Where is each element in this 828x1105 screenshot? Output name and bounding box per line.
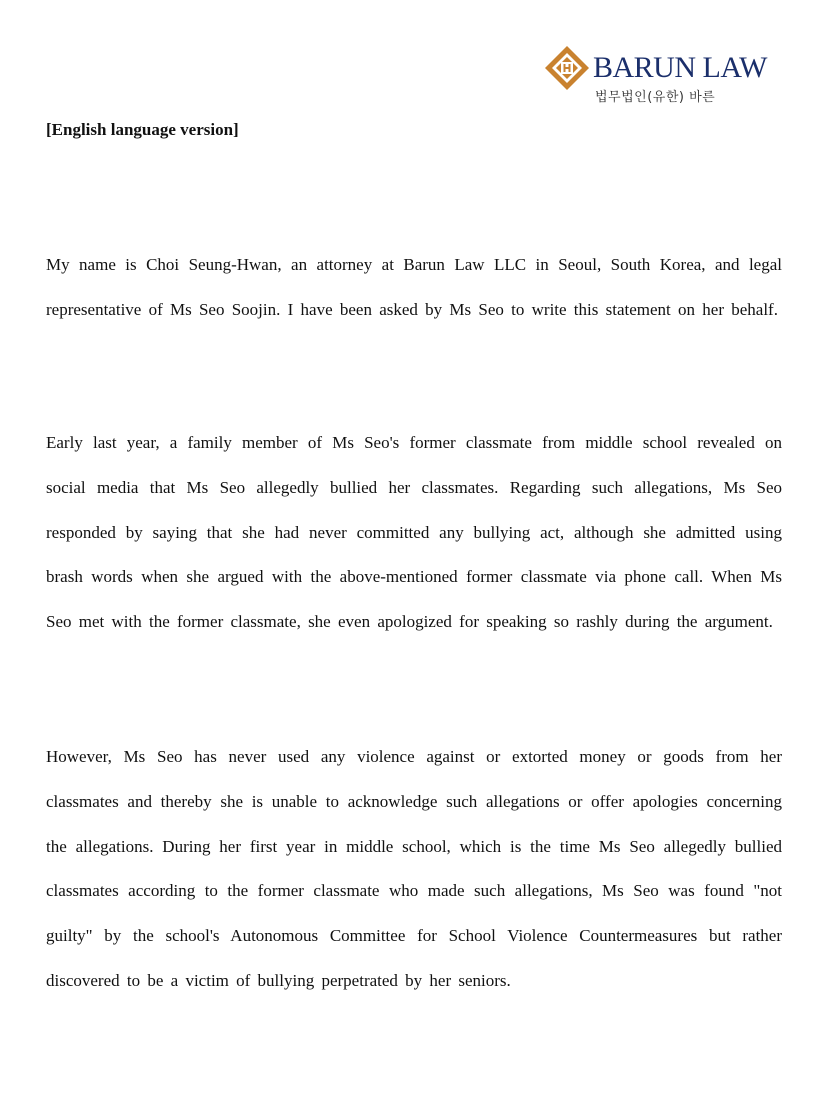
paragraph-introduction: My name is Choi Seung-Hwan, an attorney at Barun Law LLC in Seoul, South Korea, and legal representative of Ms Seo Soojin. I have been asked by Ms Seo to write this statement on her behalf. xyxy=(46,255,782,319)
logo-korean-subtitle: 법무법인(유한) 바른 xyxy=(595,90,716,105)
logo-wordmark: BARUN LAW xyxy=(593,51,767,84)
barun-law-logo xyxy=(543,42,793,112)
language-version-label: [English language version] xyxy=(46,120,239,139)
paragraph-allegations: Early last year, a family member of Ms Seo's former classmate from middle school revealed on social media that Ms Seo allegedly bullied her classmates. Regarding such allegations, Ms Seo responded by saying that she had never committed any bullying act, although she admitted using brash words when she argued with the above-mentioned former classmate via phone call. When Ms Seo met with the former classmate, she even apologized for speaking so rashly during the argument. xyxy=(46,433,782,632)
barun-diamond-logo-icon xyxy=(543,44,591,92)
paragraph-response: However, Ms Seo has never used any violence against or extorted money or goods from her classmates and thereby she is unable to acknowledge such allegations or offer apologies concerning the allegations. During her first year in middle school, which is the time Ms Seo allegedly bullied classmates according to the former classmate who made such allegations, Ms Seo was found "not guilty" by the school's Autonomous Committee for School Violence Countermeasures but rather discovered to be a victim of bullying perpetrated by her seniors. xyxy=(46,747,782,990)
